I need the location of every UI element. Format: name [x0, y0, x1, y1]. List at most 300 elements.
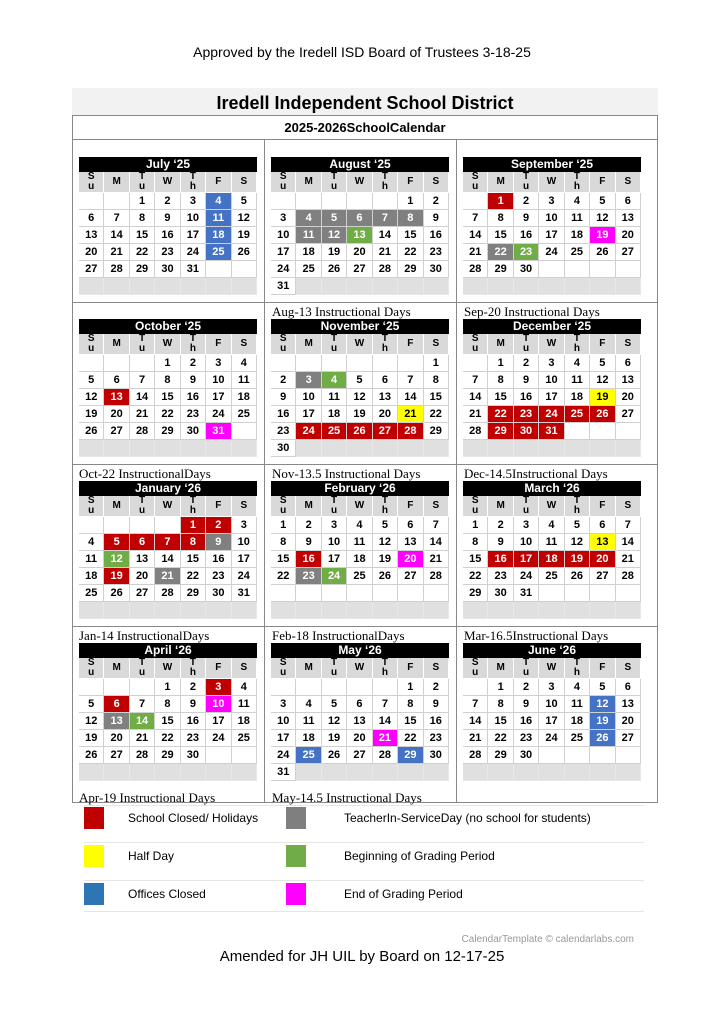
day-cell: 7 — [130, 696, 155, 713]
empty-cell — [488, 764, 513, 781]
month-grid — [79, 658, 257, 781]
day-cell: 28 — [424, 568, 449, 585]
day-cell: 3 — [539, 679, 564, 696]
weekday-header: S u — [463, 496, 488, 517]
month-calendar — [463, 157, 641, 295]
legend-swatch-inservice — [286, 807, 306, 829]
day-cell: 22 — [130, 244, 155, 261]
day-cell: 10 — [539, 696, 564, 713]
weekday-header: W — [347, 172, 372, 193]
day-cell: 11 — [232, 696, 257, 713]
empty-cell — [373, 193, 398, 210]
day-cell: 19 — [565, 551, 590, 568]
day-cell: 14 — [424, 534, 449, 551]
legend-label: End of Grading Period — [344, 887, 463, 901]
month-grid — [463, 496, 641, 619]
day-cell: 3 — [514, 517, 539, 534]
empty-cell — [488, 278, 513, 295]
day-cell: 19 — [373, 551, 398, 568]
day-cell: 20 — [347, 244, 372, 261]
day-cell: 24 — [206, 406, 231, 423]
instructional-days-note: Jan-14 InstructionalDays — [79, 628, 210, 643]
empty-cell — [565, 261, 590, 278]
empty-cell — [347, 679, 372, 696]
day-cell: 12 — [104, 551, 129, 568]
day-cell: 21 — [373, 244, 398, 261]
day-cell: 9 — [424, 210, 449, 227]
weekday-header: T h — [181, 658, 206, 679]
empty-cell — [206, 261, 231, 278]
month-calendar — [79, 157, 257, 295]
weekday-header: W — [155, 496, 180, 517]
day-cell: 12 — [590, 372, 615, 389]
day-cell: 19 — [232, 227, 257, 244]
day-cell: 30 — [271, 440, 296, 457]
empty-cell — [565, 440, 590, 457]
legend-row — [84, 883, 644, 913]
day-cell: 2 — [271, 372, 296, 389]
weekday-header: S u — [79, 496, 104, 517]
empty-cell — [398, 355, 423, 372]
legend-swatch-half-day — [84, 845, 104, 867]
day-cell: 1 — [398, 679, 423, 696]
day-cell: 15 — [463, 551, 488, 568]
day-cell: 4 — [539, 517, 564, 534]
weekday-header: S u — [463, 334, 488, 355]
day-cell: 21 — [104, 244, 129, 261]
day-cell: 9 — [488, 534, 513, 551]
day-cell: 22 — [155, 730, 180, 747]
day-cell: 9 — [514, 210, 539, 227]
month-calendar — [271, 643, 449, 781]
empty-cell — [616, 440, 641, 457]
day-cell: 30 — [514, 747, 539, 764]
weekday-header: W — [539, 496, 564, 517]
weekday-header: S u — [271, 172, 296, 193]
empty-cell — [104, 602, 129, 619]
day-cell: 16 — [206, 551, 231, 568]
legend-swatch-holiday — [84, 807, 104, 829]
empty-cell — [206, 278, 231, 295]
empty-cell — [322, 764, 347, 781]
day-cell: 4 — [322, 372, 347, 389]
day-cell: 13 — [590, 534, 615, 551]
weekday-header: S u — [79, 658, 104, 679]
empty-cell — [424, 440, 449, 457]
day-cell: 18 — [296, 244, 321, 261]
day-cell: 26 — [104, 585, 129, 602]
weekday-header: W — [155, 658, 180, 679]
day-cell: 23 — [181, 406, 206, 423]
weekday-header: W — [347, 496, 372, 517]
day-cell: 28 — [104, 261, 129, 278]
weekday-header: S — [232, 496, 257, 517]
day-cell: 2 — [424, 193, 449, 210]
day-cell: 20 — [398, 551, 423, 568]
instructional-days-note: Mar-16.5Instructional Days — [464, 628, 609, 643]
weekday-header: F — [398, 658, 423, 679]
day-cell: 26 — [590, 730, 615, 747]
month-title: August ‘25 — [271, 157, 449, 172]
empty-cell — [616, 764, 641, 781]
day-cell: 20 — [590, 551, 615, 568]
day-cell: 27 — [616, 406, 641, 423]
weekday-header: T u — [514, 172, 539, 193]
day-cell: 26 — [322, 747, 347, 764]
empty-cell — [488, 440, 513, 457]
template-credit[interactable]: CalendarTemplate © calendarlabs.com — [461, 934, 634, 945]
day-cell: 23 — [514, 244, 539, 261]
month-calendar — [271, 157, 449, 295]
weekday-header: M — [104, 658, 129, 679]
day-cell: 22 — [181, 568, 206, 585]
empty-cell — [514, 278, 539, 295]
empty-cell — [79, 440, 104, 457]
weekday-header: T h — [565, 496, 590, 517]
day-cell: 28 — [130, 423, 155, 440]
empty-cell — [539, 764, 564, 781]
weekday-header: S u — [271, 334, 296, 355]
empty-cell — [322, 585, 347, 602]
empty-cell — [373, 440, 398, 457]
day-cell: 4 — [565, 679, 590, 696]
day-cell: 26 — [590, 244, 615, 261]
weekday-header: F — [590, 334, 615, 355]
day-cell: 3 — [539, 355, 564, 372]
day-cell: 23 — [488, 568, 513, 585]
day-cell: 5 — [565, 517, 590, 534]
weekday-header: T h — [373, 658, 398, 679]
weekday-header: T u — [322, 658, 347, 679]
empty-cell — [565, 602, 590, 619]
day-cell: 13 — [104, 713, 129, 730]
day-cell: 6 — [398, 517, 423, 534]
empty-cell — [79, 355, 104, 372]
day-cell: 24 — [296, 423, 321, 440]
weekday-header: S — [232, 658, 257, 679]
day-cell: 28 — [155, 585, 180, 602]
day-cell: 10 — [206, 696, 231, 713]
month-title: December ‘25 — [463, 319, 641, 334]
legend-divider — [84, 880, 644, 881]
empty-cell — [206, 602, 231, 619]
day-cell: 7 — [155, 534, 180, 551]
day-cell: 15 — [130, 227, 155, 244]
day-cell: 31 — [271, 278, 296, 295]
day-cell: 7 — [463, 372, 488, 389]
empty-cell — [104, 764, 129, 781]
day-cell: 15 — [424, 389, 449, 406]
day-cell: 7 — [373, 696, 398, 713]
empty-cell — [616, 261, 641, 278]
day-cell: 7 — [616, 517, 641, 534]
day-cell: 23 — [514, 406, 539, 423]
day-cell: 16 — [181, 713, 206, 730]
empty-cell — [347, 278, 372, 295]
weekday-header: F — [398, 172, 423, 193]
day-cell: 18 — [539, 551, 564, 568]
day-cell: 8 — [463, 534, 488, 551]
day-cell: 16 — [296, 551, 321, 568]
day-cell: 27 — [347, 261, 372, 278]
empty-cell — [232, 602, 257, 619]
day-cell: 9 — [181, 372, 206, 389]
day-cell: 28 — [616, 568, 641, 585]
day-cell: 11 — [232, 372, 257, 389]
day-cell: 2 — [155, 193, 180, 210]
empty-cell — [463, 355, 488, 372]
weekday-header: M — [488, 658, 513, 679]
weekday-header: W — [539, 172, 564, 193]
weekday-header: T h — [565, 658, 590, 679]
weekday-header: W — [347, 334, 372, 355]
day-cell: 12 — [79, 389, 104, 406]
day-cell: 21 — [463, 244, 488, 261]
school-year-title: 2025-2026SchoolCalendar — [72, 116, 658, 140]
day-cell: 2 — [514, 193, 539, 210]
day-cell: 30 — [488, 585, 513, 602]
instructional-days-note: Feb-18 InstructionalDays — [272, 628, 405, 643]
day-cell: 1 — [398, 193, 423, 210]
day-cell: 9 — [155, 210, 180, 227]
day-cell: 2 — [488, 517, 513, 534]
month-calendar — [79, 481, 257, 619]
day-cell: 6 — [616, 679, 641, 696]
day-cell: 24 — [181, 244, 206, 261]
day-cell: 5 — [590, 679, 615, 696]
empty-cell — [590, 440, 615, 457]
day-cell: 25 — [296, 261, 321, 278]
day-cell: 30 — [514, 423, 539, 440]
day-cell: 18 — [565, 389, 590, 406]
day-cell: 14 — [398, 389, 423, 406]
day-cell: 8 — [488, 372, 513, 389]
day-cell: 18 — [347, 551, 372, 568]
day-cell: 5 — [373, 517, 398, 534]
day-cell: 13 — [373, 389, 398, 406]
day-cell: 1 — [488, 679, 513, 696]
weekday-header: S — [424, 334, 449, 355]
day-cell: 9 — [424, 696, 449, 713]
empty-cell — [463, 440, 488, 457]
day-cell: 15 — [488, 227, 513, 244]
empty-cell — [347, 355, 372, 372]
day-cell: 23 — [296, 568, 321, 585]
day-cell: 10 — [322, 534, 347, 551]
day-cell: 17 — [539, 389, 564, 406]
empty-cell — [347, 193, 372, 210]
day-cell: 13 — [347, 227, 372, 244]
day-cell: 20 — [373, 406, 398, 423]
day-cell: 14 — [616, 534, 641, 551]
weekday-header: T h — [373, 334, 398, 355]
day-cell: 16 — [514, 389, 539, 406]
day-cell: 20 — [104, 406, 129, 423]
day-cell: 28 — [373, 747, 398, 764]
day-cell: 6 — [616, 355, 641, 372]
day-cell: 20 — [616, 389, 641, 406]
day-cell: 1 — [181, 517, 206, 534]
day-cell: 19 — [590, 389, 615, 406]
empty-cell — [398, 585, 423, 602]
legend-divider — [84, 805, 644, 806]
day-cell: 17 — [206, 389, 231, 406]
empty-cell — [463, 193, 488, 210]
weekday-header: W — [539, 658, 564, 679]
weekday-header: S — [424, 658, 449, 679]
day-cell: 18 — [232, 389, 257, 406]
approval-note: Approved by the Iredell ISD Board of Trustees 3-18-25 — [193, 44, 531, 60]
day-cell: 10 — [181, 210, 206, 227]
day-cell: 1 — [463, 517, 488, 534]
legend-row — [84, 807, 644, 837]
day-cell: 26 — [322, 261, 347, 278]
empty-cell — [271, 193, 296, 210]
month-grid — [463, 658, 641, 781]
empty-cell — [130, 602, 155, 619]
day-cell: 16 — [271, 406, 296, 423]
day-cell: 22 — [398, 730, 423, 747]
empty-cell — [514, 764, 539, 781]
day-cell: 1 — [488, 193, 513, 210]
day-cell: 4 — [79, 534, 104, 551]
day-cell: 15 — [155, 713, 180, 730]
empty-cell — [424, 602, 449, 619]
day-cell: 29 — [424, 423, 449, 440]
legend-divider — [84, 911, 644, 912]
day-cell: 16 — [181, 389, 206, 406]
empty-cell — [130, 278, 155, 295]
day-cell: 17 — [206, 713, 231, 730]
empty-cell — [373, 278, 398, 295]
day-cell: 12 — [322, 227, 347, 244]
empty-cell — [232, 278, 257, 295]
day-cell: 19 — [322, 244, 347, 261]
empty-cell — [296, 440, 321, 457]
day-cell: 21 — [463, 730, 488, 747]
day-cell: 8 — [488, 696, 513, 713]
day-cell: 5 — [79, 696, 104, 713]
weekday-header: T u — [322, 334, 347, 355]
empty-cell — [539, 747, 564, 764]
day-cell: 1 — [424, 355, 449, 372]
weekday-header: S — [424, 496, 449, 517]
day-cell: 8 — [155, 372, 180, 389]
day-cell: 11 — [296, 713, 321, 730]
weekday-header: S — [616, 496, 641, 517]
day-cell: 8 — [424, 372, 449, 389]
empty-cell — [155, 764, 180, 781]
empty-cell — [463, 602, 488, 619]
empty-cell — [296, 355, 321, 372]
day-cell: 5 — [104, 534, 129, 551]
day-cell: 7 — [130, 372, 155, 389]
empty-cell — [590, 602, 615, 619]
day-cell: 1 — [488, 355, 513, 372]
empty-cell — [271, 355, 296, 372]
day-cell: 26 — [79, 747, 104, 764]
weekday-header: T h — [565, 334, 590, 355]
empty-cell — [232, 423, 257, 440]
day-cell: 5 — [322, 696, 347, 713]
month-grid — [271, 172, 449, 295]
day-cell: 25 — [539, 568, 564, 585]
empty-cell — [181, 602, 206, 619]
day-cell: 27 — [373, 423, 398, 440]
day-cell: 12 — [232, 210, 257, 227]
weekday-header: M — [296, 334, 321, 355]
weekday-header: T u — [322, 496, 347, 517]
empty-cell — [322, 193, 347, 210]
day-cell: 5 — [590, 355, 615, 372]
day-cell: 29 — [488, 261, 513, 278]
day-cell: 13 — [616, 696, 641, 713]
weekday-header: S u — [271, 658, 296, 679]
legend-label: School Closed/ Holidays — [128, 811, 259, 825]
empty-cell — [347, 440, 372, 457]
day-cell: 2 — [181, 679, 206, 696]
instructional-days-note: Nov-13.5 Instructional Days — [272, 466, 421, 481]
day-cell: 10 — [539, 210, 564, 227]
day-cell: 30 — [155, 261, 180, 278]
day-cell: 28 — [463, 423, 488, 440]
day-cell: 26 — [373, 568, 398, 585]
day-cell: 19 — [322, 730, 347, 747]
day-cell: 5 — [347, 372, 372, 389]
empty-cell — [181, 278, 206, 295]
weekday-header: S u — [79, 334, 104, 355]
day-cell: 17 — [181, 227, 206, 244]
day-cell: 16 — [424, 713, 449, 730]
empty-cell — [463, 679, 488, 696]
empty-cell — [424, 585, 449, 602]
empty-cell — [130, 764, 155, 781]
day-cell: 14 — [130, 389, 155, 406]
empty-cell — [590, 747, 615, 764]
weekday-header: T h — [565, 172, 590, 193]
day-cell: 6 — [590, 517, 615, 534]
day-cell: 1 — [155, 679, 180, 696]
day-cell: 24 — [539, 730, 564, 747]
weekday-header: T u — [322, 172, 347, 193]
day-cell: 11 — [296, 227, 321, 244]
day-cell: 23 — [424, 730, 449, 747]
day-cell: 4 — [232, 679, 257, 696]
day-cell: 22 — [463, 568, 488, 585]
weekday-header: S u — [463, 172, 488, 193]
empty-cell — [232, 440, 257, 457]
day-cell: 31 — [514, 585, 539, 602]
day-cell: 2 — [514, 679, 539, 696]
empty-cell — [373, 585, 398, 602]
day-cell: 9 — [271, 389, 296, 406]
day-cell: 12 — [322, 713, 347, 730]
day-cell: 21 — [616, 551, 641, 568]
day-cell: 30 — [514, 261, 539, 278]
day-cell: 10 — [296, 389, 321, 406]
day-cell: 11 — [347, 534, 372, 551]
day-cell: 11 — [565, 696, 590, 713]
empty-cell — [424, 764, 449, 781]
day-cell: 13 — [616, 372, 641, 389]
day-cell: 29 — [130, 261, 155, 278]
legend-label: TeacherIn-ServiceDay (no school for students) — [344, 811, 591, 825]
weekday-header: W — [155, 172, 180, 193]
empty-cell — [565, 764, 590, 781]
month-title: February ‘26 — [271, 481, 449, 496]
weekday-header: S — [232, 172, 257, 193]
empty-cell — [206, 440, 231, 457]
